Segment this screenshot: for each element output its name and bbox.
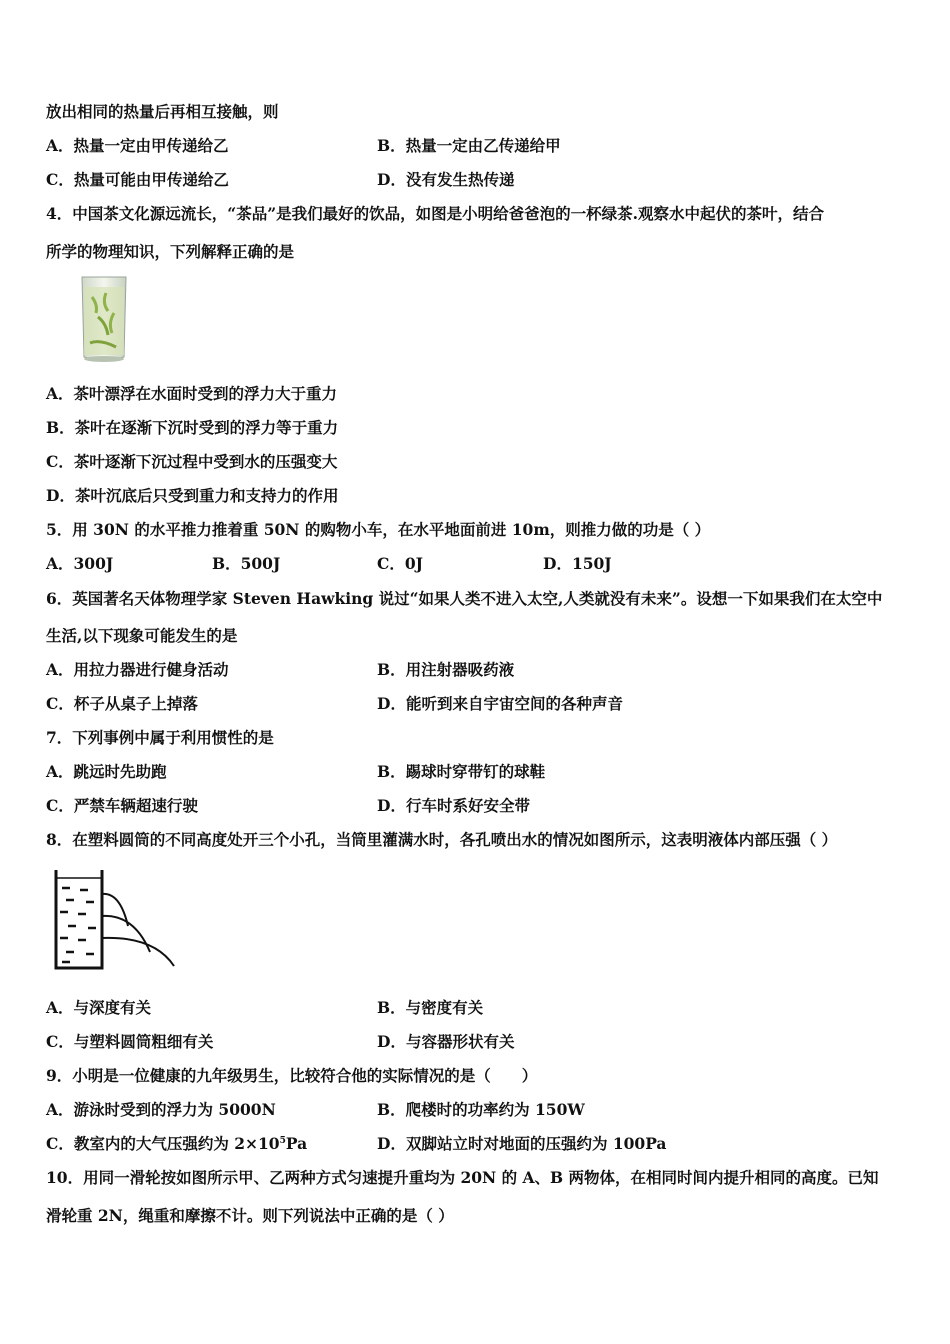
q7-option-d[interactable]: D．行车时系好安全带 bbox=[377, 796, 530, 815]
q3-option-c[interactable]: C．热量可能由甲传递给乙 bbox=[46, 170, 229, 189]
q4-option-d[interactable]: D．茶叶沉底后只受到重力和支持力的作用 bbox=[46, 486, 339, 505]
water-cylinder-figure bbox=[50, 866, 180, 974]
q6-option-a[interactable]: A．用拉力器进行健身活动 bbox=[46, 660, 229, 679]
q9-option-c-unit: Pa bbox=[285, 1134, 308, 1153]
q10-stem-line1: 10．用同一滑轮按如图所示甲、乙两种方式匀速提升重均为 20N 的 A、B 两物体，在相同时间内提升相同的高度。已知 bbox=[46, 1168, 879, 1187]
q4-stem-line2: 所学的物理知识，下列解释正确的是 bbox=[46, 242, 295, 261]
q7-option-c[interactable]: C．严禁车辆超速行驶 bbox=[46, 796, 198, 815]
q3-stem-tail: 放出相同的热量后再相互接触，则 bbox=[46, 102, 279, 121]
q7-stem: 7．下列事例中属于利用惯性的是 bbox=[46, 728, 274, 747]
q9-option-c-text: C．教室内的大气压强约为 2×10 bbox=[46, 1134, 280, 1153]
q8-option-c[interactable]: C．与塑料圆筒粗细有关 bbox=[46, 1032, 214, 1051]
q6-option-d[interactable]: D．能听到来自宇宙空间的各种声音 bbox=[377, 694, 623, 713]
q3-option-b[interactable]: B．热量一定由乙传递给甲 bbox=[377, 136, 561, 155]
q9-option-d[interactable]: D．双脚站立时对地面的压强约为 100Pa bbox=[377, 1134, 667, 1153]
q8-stem: 8．在塑料圆筒的不同高度处开三个小孔，当筒里灌满水时，各孔喷出水的情况如图所示，这表明液体内部压强（ ） bbox=[46, 830, 838, 849]
q5-option-a[interactable]: A．300J bbox=[46, 554, 114, 573]
q8-option-d[interactable]: D．与容器形状有关 bbox=[377, 1032, 515, 1051]
q3-option-a[interactable]: A．热量一定由甲传递给乙 bbox=[46, 136, 229, 155]
q10-stem-line2: 滑轮重 2N，绳重和摩擦不计。则下列说法中正确的是（ ） bbox=[46, 1206, 454, 1225]
q8-option-a[interactable]: A．与深度有关 bbox=[46, 998, 152, 1017]
cylinder-wall bbox=[56, 870, 102, 968]
q6-stem-line2: 生活,以下现象可能发生的是 bbox=[46, 626, 238, 645]
q7-option-a[interactable]: A．跳远时先助跑 bbox=[46, 762, 167, 781]
water-jet-middle bbox=[102, 916, 150, 952]
q4-option-b[interactable]: B．茶叶在逐渐下沉时受到的浮力等于重力 bbox=[46, 418, 339, 437]
q4-stem-line1: 4．中国茶文化源远流长，“茶品”是我们最好的饮品，如图是小明给爸爸泡的一杯绿茶.观察水中起伏的茶叶，结合 bbox=[46, 204, 825, 223]
q6-stem-line1: 6．英国著名天体物理学家 Steven Hawking 说过“如果人类不进入太空,人类就没有未来”。设想一下如果我们在太空中 bbox=[46, 589, 883, 608]
q5-option-b[interactable]: B．500J bbox=[212, 554, 281, 573]
tea-glass-figure bbox=[78, 273, 130, 365]
q5-option-c[interactable]: C．0J bbox=[377, 554, 423, 573]
q7-option-b[interactable]: B．踢球时穿带钉的球鞋 bbox=[377, 762, 546, 781]
q3-option-d[interactable]: D．没有发生热传递 bbox=[377, 170, 515, 189]
q5-stem: 5．用 30N 的水平推力推着重 50N 的购物小车，在水平地面前进 10m，则推力做的功是（ ） bbox=[46, 520, 711, 539]
q8-option-b[interactable]: B．与密度有关 bbox=[377, 998, 484, 1017]
q9-option-a[interactable]: A．游泳时受到的浮力为 5000N bbox=[46, 1100, 276, 1119]
q4-option-a[interactable]: A．茶叶漂浮在水面时受到的浮力大于重力 bbox=[46, 384, 338, 403]
q9-option-c-exponent: 5 bbox=[279, 1135, 286, 1146]
water-jet-bottom bbox=[102, 938, 174, 966]
q4-option-c[interactable]: C．茶叶逐渐下沉过程中受到水的压强变大 bbox=[46, 452, 338, 471]
q9-option-c[interactable] bbox=[46, 1134, 307, 1154]
q9-option-b[interactable]: B．爬楼时的功率约为 150W bbox=[377, 1100, 585, 1119]
q6-option-b[interactable]: B．用注射器吸药液 bbox=[377, 660, 515, 679]
water-hatching bbox=[60, 888, 96, 962]
q5-option-d[interactable]: D．150J bbox=[543, 554, 612, 573]
q6-option-c[interactable]: C．杯子从桌子上掉落 bbox=[46, 694, 198, 713]
q9-stem: 9．小明是一位健康的九年级男生，比较符合他的实际情况的是（ ） bbox=[46, 1066, 538, 1085]
